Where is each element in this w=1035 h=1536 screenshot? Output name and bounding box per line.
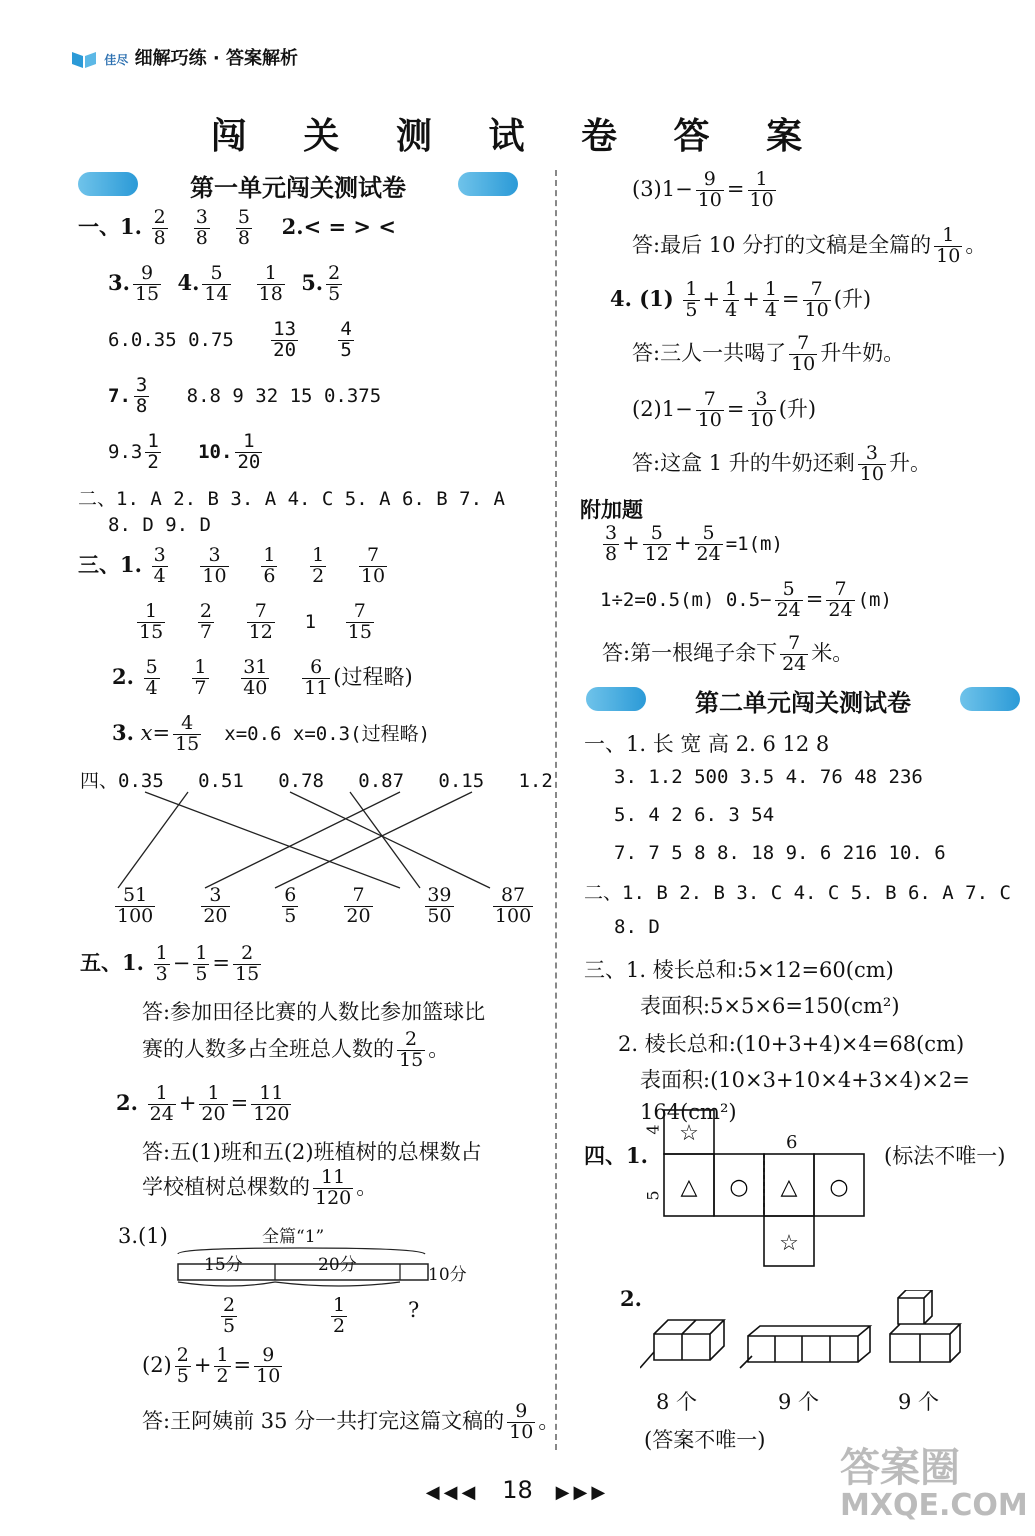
u2-s3-line5: 164(cm²) [640, 1100, 737, 1124]
diagram-15: 15分 [204, 1255, 243, 1275]
watermark-url: MXQE.COM [840, 1488, 1028, 1523]
matching-lines [100, 790, 520, 890]
u1-s5-q3-label: 3.(1) [118, 1224, 168, 1248]
u1-s5-q3-2-ans: 答:王阿姨前 35 分一共打完这篇文稿的 $\frac{9}{10}$ 。 [142, 1400, 560, 1443]
unit1-title: 第一单元闯关测试卷 [190, 174, 406, 202]
u1-s3-q2: 2. $\frac{5}{4}$ $\frac{1}{7}$ $\frac{31}{40}$ $\frac{6}{11}$ (过程略) [112, 656, 413, 699]
count-1: 8 个 [656, 1390, 698, 1414]
q2-answer: 2.< = > < [281, 213, 396, 239]
u1-s1-line3: 6.0.35 0.75 $\frac{13}{20}$ $\frac{4}{5}$ [108, 318, 352, 361]
star-icon: ☆ [779, 1231, 799, 1256]
u1-s4-bottom: $\frac{51}{100}$ $\frac{3}{20}$ $\frac{6}{5}$ $\frac{7}{20}$ $\frac{39}{50}$ $\frac{87}{100}$ [117, 884, 532, 927]
u1-s3-line2: $\frac{1}{15}$ $\frac{2}{7}$ $\frac{7}{12}$ 1 $\frac{7}{15}$ [139, 600, 372, 643]
u2-s3-line3: 2. 棱长总和:(10+3+4)×4=68(cm) [618, 1032, 965, 1056]
u2-s1-line2: 3. 1.2 500 3.5 4. 76 48 236 [614, 766, 923, 788]
match-line [275, 792, 472, 888]
match-line [290, 792, 490, 888]
extra-line1: $\frac{3}{8}$ + $\frac{5}{12}$ + $\frac{5}{24}$ =1(m) [605, 522, 783, 565]
u1-s5-q1-ans2: 赛的人数多占全班总人数的 $\frac{2}{15}$ 。 [142, 1028, 450, 1071]
net-label-5: 5 [643, 1190, 663, 1201]
u1-s1-line1 [78, 208, 396, 249]
u2-s1-line1: 一、1. 长 宽 高 2. 6 12 8 [584, 732, 830, 756]
u2-s3-line1: 三、1. 棱长总和:5×12=60(cm) [584, 958, 894, 982]
cube-net [660, 1108, 870, 1268]
extra-ans: 答:第一根绳子余下 $\frac{7}{24}$ 米。 [602, 632, 854, 675]
prev-arrows-icon: ◀◀◀ [425, 1482, 480, 1503]
net-label-4: 4 [643, 1124, 663, 1135]
r-q4-ans: 答:三人一共喝了 $\frac{7}{10}$ 升牛奶。 [632, 332, 905, 375]
u1-s2-line2: 8. D 9. D [108, 514, 211, 536]
book-logo-icon [70, 48, 98, 70]
u1-s5-q2-ans1: 答:五(1)班和五(2)班植树的总棵数占 [142, 1140, 482, 1164]
match-line [118, 792, 188, 888]
u2-s2-line1: 二、1. B 2. B 3. C 4. C 5. B 6. A 7. C [584, 882, 1011, 904]
extra-line2: 1÷2=0.5(m) 0.5− $\frac{5}{24}$ = $\frac{7}{24}$ (m) [600, 578, 892, 621]
u1-s5-q3-2: (2) $\frac{2}{5}$ + $\frac{1}{2}$ = $\frac{9}{10}$ [142, 1344, 281, 1387]
cube-figures [640, 1290, 970, 1370]
fraction: $\frac{3}{8}$ [195, 206, 208, 249]
u1-s5-q1-ans1: 答:参加田径比赛的人数比参加篮球比 [142, 1000, 486, 1024]
u1-s3-q3: 3. x= $\frac{4}{15}$ x=0.6 x=0.3(过程略) [112, 712, 431, 755]
diagram-frac2: $\frac{1}{2}$ [333, 1294, 346, 1337]
r-q4-2: (2)1− $\frac{7}{10}$ = $\frac{3}{10}$ (升) [632, 388, 817, 431]
u2-s4-label: 四、1. [584, 1143, 648, 1168]
diagram-top-label: 全篇“1” [262, 1227, 325, 1247]
page-number: 18 [502, 1476, 533, 1504]
match-line [205, 792, 400, 888]
fraction: $\frac{5}{8}$ [237, 206, 250, 249]
count-2: 9 个 [778, 1390, 820, 1414]
unit1-banner [78, 168, 518, 200]
unit2-title: 第二单元闯关测试卷 [695, 689, 911, 717]
u1-s4-top: 四、0.35 0.51 0.78 0.87 0.15 1.2 [80, 770, 553, 792]
brand-title: 细解巧练 · 答案解析 [134, 48, 298, 69]
logo-text: 佳尽 [104, 53, 129, 67]
u2-s2-line2: 8. D [614, 916, 660, 938]
u1-s1-line4: 7. $\frac{3}{8}$ 8.8 9 32 15 0.375 [108, 374, 382, 417]
q2-note: (答案不唯一) [644, 1428, 766, 1452]
r-q3-3-ans: 答:最后 10 分打的文稿是全篇的 $\frac{1}{10}$ 。 [632, 224, 987, 267]
u1-s1-line2: 3. $\frac{9}{15}$ 4. $\frac{5}{14}$ $\frac{1}{18}$ 5. $\frac{2}{5}$ [108, 262, 341, 305]
u2-s4-note: (标法不唯一) [884, 1144, 1006, 1168]
net-label-6: 6 [786, 1132, 798, 1153]
u1-s5-q2-ans2: 学校植树总棵数的 $\frac{11}{120}$ 。 [142, 1166, 378, 1209]
r-q3-3: (3)1− $\frac{9}{10}$ = $\frac{1}{10}$ [632, 168, 774, 211]
circle-icon: ○ [829, 1175, 849, 1200]
fraction: $\frac{2}{8}$ [153, 206, 166, 249]
u1-s1-line5: 9.3 $\frac{1}{2}$ 10. $\frac{1}{20}$ [108, 430, 261, 473]
circle-icon: ○ [729, 1175, 749, 1200]
next-arrows-icon: ▶▶▶ [555, 1482, 610, 1503]
page-title: 闯 关 测 试 卷 答 案 [210, 115, 825, 157]
star-icon: ☆ [679, 1121, 699, 1146]
unit2-banner [586, 683, 1020, 715]
triangle-icon: △ [780, 1175, 798, 1200]
u2-s1-line3: 5. 4 2 6. 3 54 [614, 804, 775, 826]
label: 一、1. [78, 213, 142, 239]
r-q4-1: 4. (1) $\frac{1}{5}$ + $\frac{1}{4}$ + $\frac{1}{4}$ = $\frac{7}{10}$ (升) [610, 278, 872, 321]
u1-s5-q2: 2. $\frac{1}{24}$ + $\frac{1}{20}$ = $\frac{11}{120}$ [116, 1082, 290, 1125]
match-line [145, 792, 400, 888]
triangle-icon: △ [680, 1175, 698, 1200]
watermark-logo: 答案圈 [840, 1445, 960, 1491]
u1-s3-line1: 三、1. $\frac{3}{4}$ $\frac{3}{10}$ $\frac{1}{6}$ $\frac{1}{2}$ $\frac{7}{10}$ [78, 544, 386, 587]
diagram-20: 20分 [318, 1255, 357, 1275]
u2-s4-q2-label: 2. [620, 1286, 642, 1311]
u1-s5-q1: 五、1. $\frac{1}{3}$ − $\frac{1}{5}$ = $\frac{2}{15}$ [80, 942, 260, 985]
column-divider [555, 170, 557, 1450]
header-brand [70, 44, 298, 70]
diagram-10: 10分 [428, 1265, 467, 1285]
u1-s2-line1: 二、1. A 2. B 3. A 4. C 5. A 6. B 7. A [78, 488, 505, 510]
diagram-question: ? [408, 1298, 420, 1322]
u2-s3-line4: 表面积:(10×3+10×4+3×4)×2= [640, 1068, 970, 1092]
u2-s3-line2: 表面积:5×5×6=150(cm²) [640, 994, 900, 1018]
extra-title: 附加题 [580, 498, 643, 522]
count-3: 9 个 [898, 1390, 940, 1414]
r-q4-2-ans: 答:这盒 1 升的牛奶还剩 $\frac{3}{10}$ 升。 [632, 442, 931, 485]
diagram-frac1: $\frac{2}{5}$ [223, 1294, 236, 1337]
u2-s1-line4: 7. 7 5 8 8. 18 9. 6 216 10. 6 [614, 842, 946, 864]
